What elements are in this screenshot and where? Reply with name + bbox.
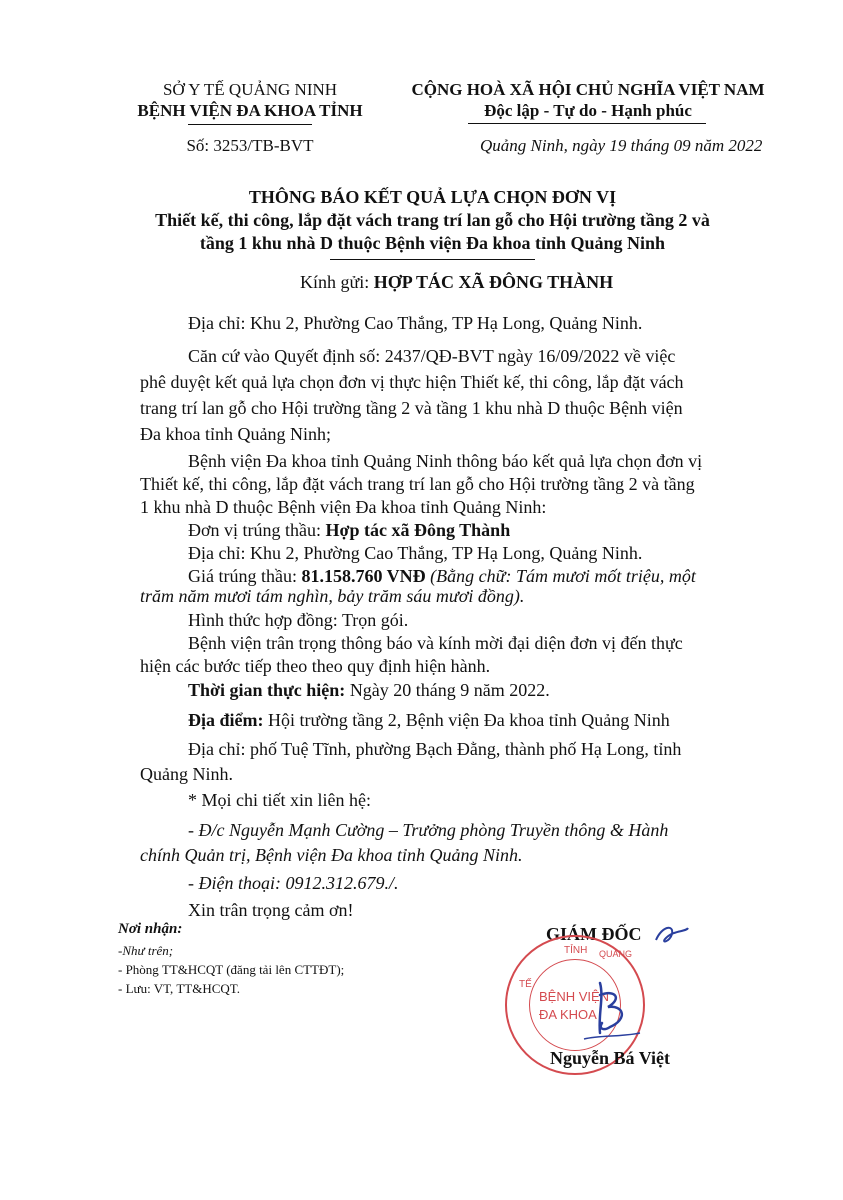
- org-parent: SỞ Y TẾ QUẢNG NINH: [162, 80, 338, 99]
- venue-address-2: Quảng Ninh.: [140, 764, 233, 784]
- winner-name: Hợp tác xã Đông Thành: [325, 520, 511, 540]
- contact-person: - Đ/c Nguyễn Mạnh Cường – Trưởng phòng Truyền thông & Hành: [188, 820, 669, 840]
- signer-name: Nguyễn Bá Việt: [550, 1048, 671, 1068]
- nation-motto: Độc lập - Tự do - Hạnh phúc: [484, 101, 692, 120]
- time-value: Ngày 20 tháng 9 năm 2022.: [345, 680, 550, 700]
- recipient-item: - Lưu: VT, TT&HCQT.: [118, 981, 240, 996]
- winner-address: Địa chỉ: Khu 2, Phường Cao Thắng, TP Hạ Long, Quảng Ninh.: [188, 543, 643, 563]
- recipient-item: - Phòng TT&HCQT (đăng tải lên CTTĐT);: [118, 962, 345, 977]
- time-label: Thời gian thực hiện:: [188, 680, 346, 700]
- handwritten-signature: [570, 975, 660, 1055]
- motto-underline: [468, 123, 706, 124]
- recipient-line: [300, 272, 613, 293]
- basis-line-2: phê duyệt kết quả lựa chọn đơn vị thực hiện Thiết kế, thi công, lắp đặt vách: [140, 372, 684, 392]
- recipient-address: Địa chỉ: Khu 2, Phường Cao Thắng, TP Hạ Long, Quảng Ninh.: [188, 313, 643, 333]
- thanks-line: Xin trân trọng cảm ơn!: [188, 900, 354, 920]
- contract-form: Hình thức hợp đồng: Trọn gói.: [188, 610, 409, 630]
- signer-position: GIÁM ĐỐC: [546, 924, 642, 944]
- doc-title: THÔNG BÁO KẾT QUẢ LỰA CHỌN ĐƠN VỊ: [248, 187, 617, 207]
- place-date: Quảng Ninh, ngày 19 tháng 09 năm 2022: [480, 136, 763, 155]
- seal-text-top: TỈNH: [564, 945, 588, 956]
- recipient-item: -Như trên;: [118, 943, 174, 958]
- recipient-name: HỢP TÁC XÃ ĐÔNG THÀNH: [373, 272, 614, 292]
- doc-subtitle-2: tầng 1 khu nhà D thuộc Bệnh viện Đa khoa tỉnh Quảng Ninh: [199, 233, 666, 253]
- org-underline: [188, 124, 312, 125]
- winner-label: Đơn vị trúng thầu:: [188, 520, 326, 540]
- basis-line-4: Đa khoa tỉnh Quảng Ninh;: [140, 424, 331, 444]
- announce-line-2: Thiết kế, thi công, lắp đặt vách trang trí lan gỗ cho Hội trường tầng 2 và tầng: [140, 474, 695, 494]
- invite-line-2: hiện các bước tiếp theo theo quy định hiện hành.: [140, 656, 491, 676]
- price-words-1: (Bằng chữ: Tám mươi mốt triệu, một: [430, 566, 696, 586]
- price-value: 81.158.760 VNĐ: [301, 566, 426, 586]
- invite-line-1: Bệnh viện trân trọng thông báo và kính mời đại diện đơn vị đến thực: [188, 633, 683, 653]
- venue-line: [140, 707, 765, 733]
- contact-person-2: chính Quản trị, Bệnh viện Đa khoa tỉnh Quảng Ninh.: [140, 845, 523, 865]
- title-underline: [330, 259, 535, 260]
- announce-line-3: 1 khu nhà D thuộc Bệnh viện Đa khoa tỉnh Quảng Ninh:: [140, 497, 547, 517]
- venue-address-1: Địa chỉ: phố Tuệ Tĩnh, phường Bạch Đằng, thành phố Hạ Long, tỉnh: [188, 739, 682, 759]
- price-words-2: trăm năm mươi tám nghìn, bảy trăm sáu mươi đồng).: [140, 586, 525, 606]
- seal-text-left: TẾ: [519, 979, 532, 990]
- basis-line-3: trang trí lan gỗ cho Hội trường tầng 2 và tầng 1 khu nhà D thuộc Bệnh viện: [140, 398, 683, 418]
- price-label: Giá trúng thầu:: [188, 566, 302, 586]
- contact-phone: - Điện thoại: 0912.312.679./.: [188, 873, 399, 893]
- seal-line-2: ĐA KHOA: [539, 1007, 597, 1022]
- recipient-label: Kính gửi:: [300, 272, 370, 292]
- venue-label: Địa điểm:: [188, 710, 264, 730]
- time-line: [140, 677, 765, 703]
- org-name: BỆNH VIỆN ĐA KHOA TỈNH: [137, 101, 363, 120]
- seal-text-right: QUẢNG: [599, 949, 633, 959]
- nation-title: CỘNG HOÀ XÃ HỘI CHỦ NGHĨA VIỆT NAM: [411, 80, 765, 99]
- seal-line-1: BỆNH VIỆN: [539, 989, 610, 1004]
- initial-mark: [652, 922, 692, 948]
- venue-value: Hội trường tầng 2, Bệnh viện Đa khoa tỉnh Quảng Ninh: [263, 710, 670, 730]
- doc-number: Số: 3253/TB-BVT: [186, 136, 314, 155]
- doc-subtitle-1: Thiết kế, thi công, lắp đặt vách trang trí lan gỗ cho Hội trường tầng 2 và: [155, 210, 710, 230]
- contact-heading: * Mọi chi tiết xin liên hệ:: [188, 790, 371, 810]
- recipients-title: Nơi nhận:: [118, 921, 183, 937]
- basis-line-1: Căn cứ vào Quyết định số: 2437/QĐ-BVT ngày 16/09/2022 về việc: [188, 346, 676, 366]
- announce-line-1: Bệnh viện Đa khoa tỉnh Quảng Ninh thông báo kết quả lựa chọn đơn vị: [188, 451, 703, 471]
